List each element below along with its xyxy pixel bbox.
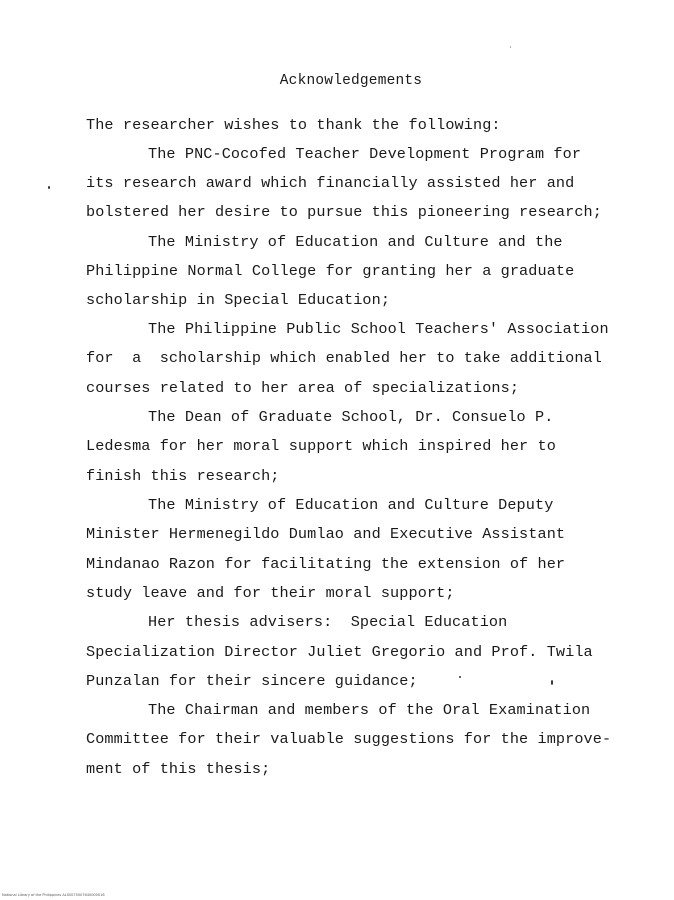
text-line: finish this research; xyxy=(86,467,280,485)
text-line: scholarship in Special Education; xyxy=(86,291,391,309)
text-line: for a scholarship which enabled her to take additional xyxy=(86,349,602,367)
text-line: its research award which financially assisted her and xyxy=(86,174,575,192)
text-line: Philippine Normal College for granting her a graduate xyxy=(86,262,575,280)
text-line: The Ministry of Education and Culture and the xyxy=(148,233,563,251)
text-line: Mindanao Razon for facilitating the extension of her xyxy=(86,555,566,573)
text-line: Punzalan for their sincere guidance; xyxy=(86,672,418,690)
text-line: Ledesma for her moral support which inspired her to xyxy=(86,437,556,455)
scan-speck xyxy=(48,186,50,189)
page-title: Acknowledgements xyxy=(279,73,423,89)
scan-speck xyxy=(510,46,511,48)
text-line: The PNC-Cocofed Teacher Development Program for xyxy=(148,145,582,163)
text-line: Committee for their valuable suggestions for the improve- xyxy=(86,730,612,748)
text-line: The researcher wishes to thank the following: xyxy=(86,116,501,134)
footer-identifier: National Library of the Philippines ALS0075007640000016 xyxy=(2,893,105,897)
text-line: ment of this thesis; xyxy=(86,760,271,778)
text-line: The Chairman and members of the Oral Examination xyxy=(148,701,591,719)
text-line: study leave and for their moral support; xyxy=(86,584,455,602)
text-line: The Ministry of Education and Culture Deputy xyxy=(148,496,554,514)
text-line: Her thesis advisers: Special Education xyxy=(148,613,508,631)
text-line: Minister Hermenegildo Dumlao and Executive Assistant xyxy=(86,525,566,543)
text-line: courses related to her area of specializations; xyxy=(86,379,520,397)
scan-speck xyxy=(551,680,553,685)
text-line: The Dean of Graduate School, Dr. Consuelo P. xyxy=(148,408,554,426)
scan-speck xyxy=(459,676,461,678)
text-line: The Philippine Public School Teachers' Association xyxy=(148,320,609,338)
text-line: bolstered her desire to pursue this pioneering research; xyxy=(86,203,602,221)
text-line: Specialization Director Juliet Gregorio and Prof. Twila xyxy=(86,643,593,661)
